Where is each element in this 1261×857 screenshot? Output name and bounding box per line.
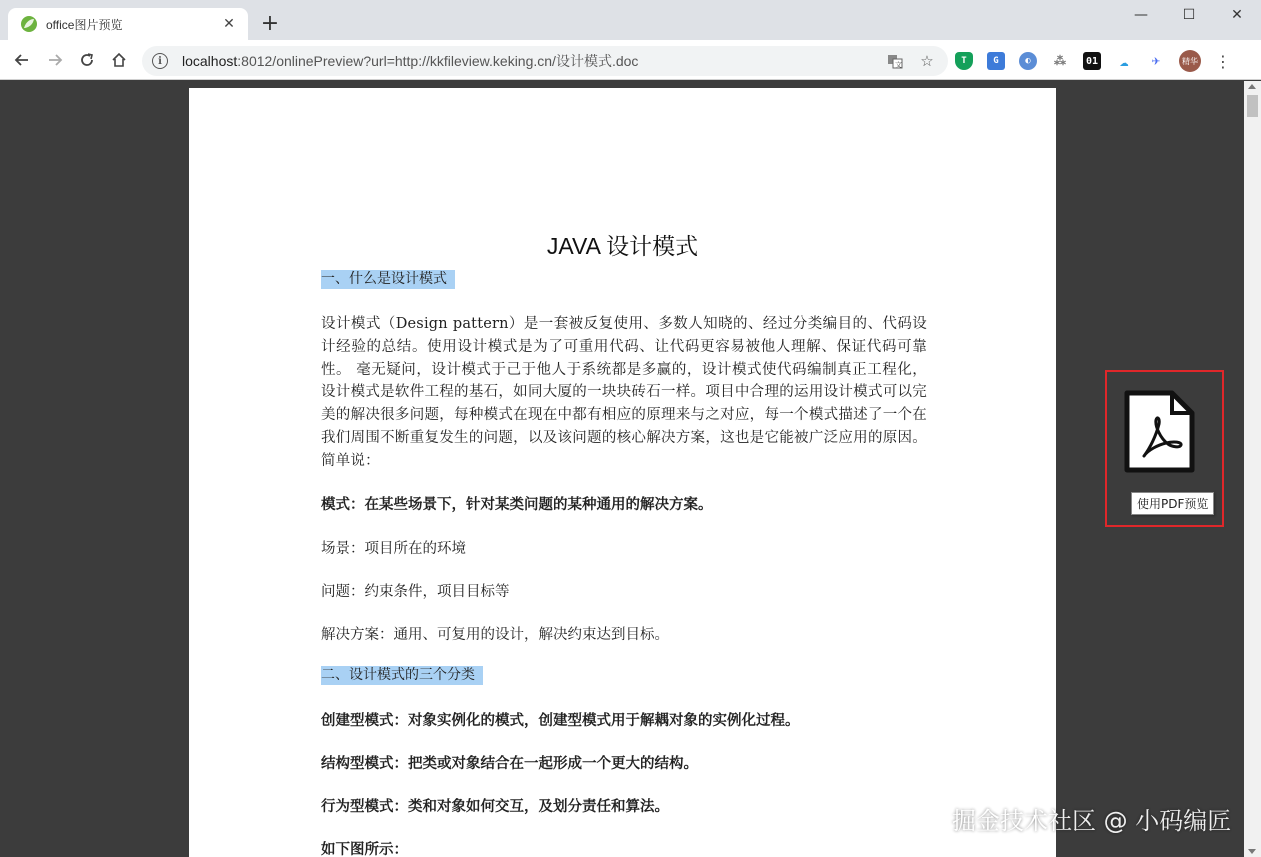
document-page — [189, 88, 1056, 857]
tab-title: office图片预览 — [46, 17, 123, 32]
bookmark-star-icon[interactable]: ☆ — [920, 52, 934, 70]
pdf-file-icon[interactable] — [1124, 390, 1196, 474]
back-arrow-icon — [14, 52, 30, 68]
pdf-preview-highlight — [1105, 370, 1224, 527]
profile-avatar[interactable]: 精华 — [1179, 50, 1201, 72]
tab-strip — [0, 0, 1261, 40]
binary-extension-icon[interactable]: 01 — [1083, 52, 1101, 70]
definition-line: 模式：在某些场景下，针对某类问题的某种通用的解决方案。 — [321, 496, 713, 513]
vertical-scrollbar[interactable] — [1244, 81, 1261, 857]
bird-extension-icon[interactable]: ✈ — [1151, 53, 1161, 69]
url-path: :8012/onlinePreview?url=http://kkfileview.keking.cn/设计模式.doc — [237, 53, 639, 69]
scroll-up-icon[interactable] — [1248, 84, 1256, 89]
creational-line: 创建型模式：对象实例化的模式，创建型模式用于解耦对象的实例化过程。 — [321, 712, 800, 729]
tab-close-icon[interactable]: ✕ — [223, 16, 235, 32]
extension-icons — [955, 48, 1229, 74]
window-controls — [1117, 0, 1261, 30]
scroll-down-icon[interactable] — [1248, 849, 1256, 854]
pdf-preview-tooltip: 使用PDF预览 — [1131, 492, 1214, 515]
tree-extension-icon[interactable]: ⁂ — [1054, 54, 1066, 68]
solution-line: 解决方案：通用、可复用的设计，解决约束达到目标。 — [321, 627, 669, 643]
compass-extension-icon[interactable]: ◐ — [1019, 52, 1037, 70]
leaf-favicon-icon — [20, 15, 38, 33]
url-host: localhost — [182, 53, 238, 69]
document-viewport — [0, 81, 1261, 857]
browser-toolbar — [0, 40, 1261, 80]
reload-icon — [79, 52, 95, 68]
browser-tab[interactable] — [8, 8, 248, 40]
back-button[interactable] — [8, 46, 36, 74]
section-heading-categories: 二、设计模式的三个分类 — [321, 666, 483, 685]
browser-menu-icon[interactable]: ⋮ — [1215, 51, 1231, 71]
cloud-extension-icon[interactable]: ☁ — [1119, 52, 1129, 70]
figure-intro-line: 如下图所示： — [321, 841, 408, 857]
translate-icon[interactable] — [884, 50, 906, 72]
scene-line: 场景：项目所在的环境 — [321, 541, 466, 557]
structural-line: 结构型模式：把类或对象结合在一起形成一个更大的结构。 — [321, 755, 698, 772]
problem-line: 问题：约束条件，项目目标等 — [321, 584, 510, 600]
section-heading-what-is: 一、什么是设计模式 — [321, 270, 455, 289]
intro-paragraph: 设计模式（Design pattern）是一套被反复使用、多数人知晓的、经过分类编目的、代码设计经验的总结。使用设计模式是为了可重用代码、让代码更容易被他人理解、保证代码可靠性。 毫无疑问，设计模式于己于他人于系统都是多赢的，设计模式使代码编制真正工程化，设计模式是软件工程的基石，如同大厦的一块块砖石一样。项目中合理的运用设计模式可以完美的解决很多问题，每种模式在现在中都有相应的原理来与之对应，每一个模式描述了一个在我们周围不断重复发生的问题，以及该问题的核心解决方案，这也是它能被广泛应用的原因。简单说： — [321, 316, 927, 469]
behavioral-line: 行为型模式：类和对象如何交互，及划分责任和算法。 — [321, 798, 669, 815]
minimize-button[interactable]: — — [1134, 7, 1148, 23]
shield-extension-icon[interactable]: T — [955, 52, 973, 70]
site-info-icon[interactable]: i — [152, 53, 168, 69]
forward-arrow-icon — [47, 52, 63, 68]
home-button[interactable] — [105, 46, 133, 74]
url-text[interactable] — [182, 51, 874, 71]
maximize-button[interactable]: ☐ — [1182, 7, 1196, 23]
scrollbar-thumb[interactable] — [1247, 95, 1258, 117]
google-translate-extension-icon[interactable]: G — [987, 52, 1005, 70]
address-bar[interactable] — [142, 46, 948, 76]
close-window-button[interactable]: ✕ — [1231, 7, 1243, 23]
document-title: JAVA 设计模式 — [546, 233, 699, 259]
watermark-text: 掘金技术社区 @ 小码编匠 — [952, 807, 1232, 835]
home-icon — [111, 52, 127, 68]
forward-button[interactable] — [41, 46, 69, 74]
svg-text:文: 文 — [895, 61, 902, 69]
new-tab-button[interactable]: + — [260, 11, 280, 36]
reload-button[interactable] — [73, 46, 101, 74]
